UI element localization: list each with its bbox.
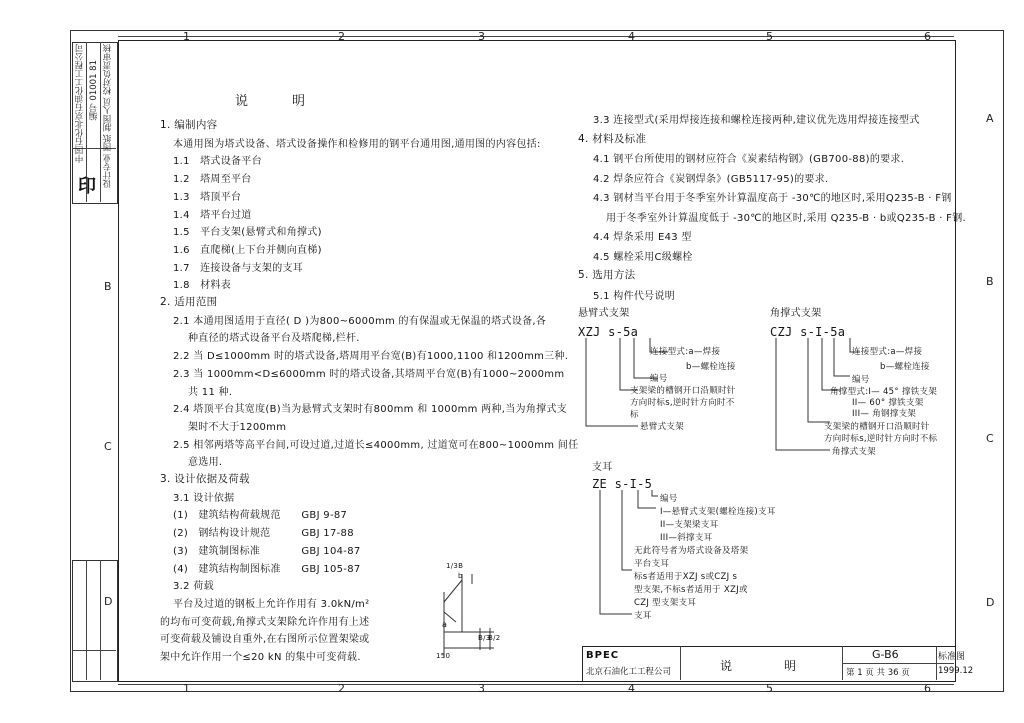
- ze-note-7: 标s者适用于XZJ s或CZJ s: [634, 572, 738, 582]
- ze-note-8: 型支架,不标s者适用于 XZJ或: [634, 585, 748, 595]
- ze-note-1: 编号: [660, 494, 678, 504]
- ruler-top-4: 4: [628, 30, 635, 43]
- text-line: (3) 建筑制图标准 GBJ 104-87: [173, 545, 361, 557]
- text-line: 5.1 构件代号说明: [593, 290, 676, 302]
- text-line: 1.4 塔平台过道: [173, 209, 252, 221]
- text-line: 1.6 直爬梯(上下台并侧向直梯): [173, 244, 322, 256]
- sketch-label-150: 150: [436, 652, 451, 660]
- czj-note-7: 支架梁的槽钢开口沿顺时针: [824, 422, 930, 432]
- xzj-title: 悬臂式支架: [578, 308, 630, 319]
- text-line: (2) 钢结构设计规范 GBJ 17-88: [173, 528, 354, 540]
- ze-note-9: CZJ 型支架支耳: [634, 598, 697, 608]
- text-line: 1.1 塔式设备平台: [173, 156, 262, 168]
- sketch-label-b2: B/2: [488, 634, 501, 642]
- ruler-top-6: 6: [924, 30, 931, 43]
- ruler-bottom-4: 4: [628, 682, 635, 695]
- sketch-label-top: 1/3B: [446, 562, 464, 570]
- ze-title: 支耳: [592, 462, 613, 473]
- ruler-right-a: A: [986, 112, 994, 125]
- title-block-company: 北京石油化工工程公司: [586, 667, 672, 677]
- ruler-right-c: C: [986, 432, 994, 445]
- text-line: 3.2 荷载: [173, 581, 214, 593]
- text-line: 可变荷载及铺设自重外,在右图所示位置架梁或: [160, 634, 370, 646]
- sketch-label-b3: B/3: [478, 634, 491, 642]
- xzj-note-5: 方向时标s,逆时针方向时不: [630, 398, 735, 408]
- text-line: 4.4 焊条采用 E43 型: [593, 232, 692, 243]
- ruler-right-d: D: [986, 596, 995, 609]
- ze-note-3: II—支架梁支耳: [660, 520, 719, 530]
- xzj-note-3: 编号: [650, 374, 668, 384]
- side-stamp: 印: [78, 176, 96, 197]
- xzj-note-4: 支架梁的槽钢开口沿顺时针: [630, 386, 736, 396]
- ruler-top-3: 3: [478, 30, 485, 43]
- page-title: 说 明: [235, 94, 312, 109]
- sketch-label-a: a: [442, 620, 448, 629]
- ruler-bottom-1: 1: [183, 682, 190, 695]
- text-line: 2.5 相邻两塔等高平台间,可设过道,过道长≤4000mm, 过道宽可在800~1000mm 间任: [173, 439, 579, 451]
- text-line: 用于冬季室外计算温度低于 -30℃的地区时,采用 Q235-B · b或Q235-B · F钢.: [606, 212, 966, 224]
- ruler-top-5: 5: [766, 30, 773, 43]
- text-line: (1) 建筑结构荷载规范 GBJ 9-87: [173, 510, 348, 522]
- text-line: 1.2 塔周至平台: [173, 174, 252, 186]
- text-line: 的均布可变荷载,角撑式支架除允许作用有上述: [160, 616, 370, 628]
- title-block-name: 说 明: [720, 659, 801, 673]
- text-line: 本通用图为塔式设备、塔式设备操作和检修用的钢平台通用图,通用图的内容包括:: [173, 138, 541, 150]
- drawing-code: G-B6: [872, 648, 899, 661]
- ruler-bottom-6: 6: [924, 682, 931, 695]
- ruler-left-b: B: [104, 280, 112, 293]
- text-line: 1.7 连接设备与支架的支耳: [173, 262, 304, 274]
- czj-note-3: 编号: [852, 375, 870, 385]
- text-line: 平台及过道的钢板上允许作用有 3.0kN/m²: [173, 598, 370, 610]
- ruler-bottom-5: 5: [766, 682, 773, 695]
- side-company: 中国石化北京石油化工工程公司: [75, 44, 85, 163]
- xzj-code: XZJ s-5a: [578, 325, 639, 339]
- text-line: 架中允许作用一个≤20 kN 的集中可变荷载.: [160, 652, 361, 663]
- text-line: 4.1 钢平台所使用的钢材应符合《炭素结构钢》(GB700-88)的要求.: [593, 154, 905, 165]
- ruler-right-b: B: [986, 275, 994, 288]
- text-line: 2.2 当 D≤1000mm 时的塔式设备,塔周用平台宽(B)有1000,1100 和1200mm三种.: [173, 351, 569, 363]
- section-heading: 3. 设计依据及荷载: [160, 473, 250, 485]
- ze-note-5: 无此符号者为塔式设备及塔架: [634, 546, 749, 556]
- ruler-left-c: C: [104, 440, 112, 453]
- ruler-top-2: 2: [338, 30, 345, 43]
- text-line: 种直径的塔式设备平台及塔爬梯,栏杆.: [188, 333, 360, 345]
- text-line: 架时不大于1200mm: [188, 421, 287, 433]
- text-line: 1.8 材料表: [173, 280, 232, 292]
- section-heading: 5. 选用方法: [578, 269, 636, 281]
- czj-note-5: II— 60° 撑铁支架: [852, 398, 924, 408]
- drawing-date: 1999.12: [938, 666, 974, 676]
- czj-note-8: 方向时标s,逆时针方向时不标: [824, 434, 938, 444]
- ze-note-4: III—斜撑支耳: [660, 533, 713, 543]
- ze-note-10: 支耳: [634, 611, 652, 621]
- text-line: 共 11 种.: [188, 386, 233, 398]
- czj-note-9: 角撑式支架: [832, 447, 877, 457]
- text-line: 2.1 本通用图适用于直径( D )为800~6000mm 的有保温或无保温的塔式设备,各: [173, 315, 547, 327]
- czj-note-6: III— 角钢撑支架: [852, 409, 917, 419]
- xzj-note-7: 悬臂式支架: [640, 422, 685, 432]
- czj-title: 角撑式支架: [770, 308, 822, 319]
- ruler-left-d: D: [104, 595, 113, 608]
- xzj-note-2: b—螺栓连接: [686, 362, 736, 372]
- czj-code: CZJ s-I-5a: [770, 325, 846, 339]
- text-line: (4) 建筑结构制图标准 GBJ 105-87: [173, 563, 361, 575]
- standard-label: 标准图: [938, 652, 966, 662]
- text-line: 2.4 塔顶平台其宽度(B)当为悬臂式支架时有800mm 和 1000mm 两种,当为角撑式支: [173, 404, 568, 416]
- ze-code: ZE s-I-5: [592, 477, 653, 491]
- section-heading: 2. 适用范围: [160, 296, 218, 308]
- side-roles: 设计专业 图纸 制图人员 校对负责审核: [103, 44, 113, 189]
- text-line: 3.3 连接型式(采用焊接连接和螺栓连接两种,建议优先选用焊接连接型式: [593, 115, 920, 126]
- ruler-bottom-3: 3: [478, 682, 485, 695]
- section-heading: 1. 编制内容: [160, 119, 218, 131]
- text-line: 4.2 焊条应符合《炭钢焊条》(GB5117-95)的要求.: [593, 173, 829, 185]
- ruler-top-1: 1: [183, 30, 190, 43]
- xzj-note-6: 标: [630, 410, 639, 420]
- czj-note-1: 连接型式:a—焊接: [852, 347, 923, 357]
- sketch-label-b: b: [458, 572, 463, 580]
- bpec-logo: BPEC: [586, 650, 620, 661]
- ruler-bottom-2: 2: [338, 682, 345, 695]
- text-line: 意选用.: [188, 457, 223, 469]
- side-number: 编号 01001 81: [89, 60, 99, 121]
- text-line: 1.3 塔顶平台: [173, 191, 242, 203]
- czj-note-4: 角撑型式:I— 45° 撑铁支架: [830, 387, 938, 397]
- text-line: 1.5 平台支架(悬臂式和角撑式): [173, 227, 322, 239]
- page-count: 第 1 页 共 36 页: [846, 668, 910, 678]
- czj-note-2: b—螺栓连接: [880, 362, 930, 372]
- ze-note-2: I—悬臂式支架(螺栓连接)支耳: [660, 507, 776, 517]
- ze-note-6: 平台支耳: [634, 559, 670, 569]
- text-line: 2.3 当 1000mm<D≤6000mm 时的塔式设备,其塔周平台宽(B)有1000~2000mm: [173, 368, 565, 380]
- text-line: 3.1 设计依据: [173, 492, 235, 504]
- sketch-drawing: [432, 562, 502, 664]
- text-line: 4.3 钢材当平台用于冬季室外计算温度高于 -30℃的地区时,采用Q235-B · F钢: [593, 193, 952, 204]
- xzj-note-1: 连接型式:a—焊接: [650, 347, 721, 357]
- text-line: 4.5 螺栓采用C级螺栓: [593, 251, 693, 263]
- section-heading: 4. 材料及标准: [578, 132, 647, 145]
